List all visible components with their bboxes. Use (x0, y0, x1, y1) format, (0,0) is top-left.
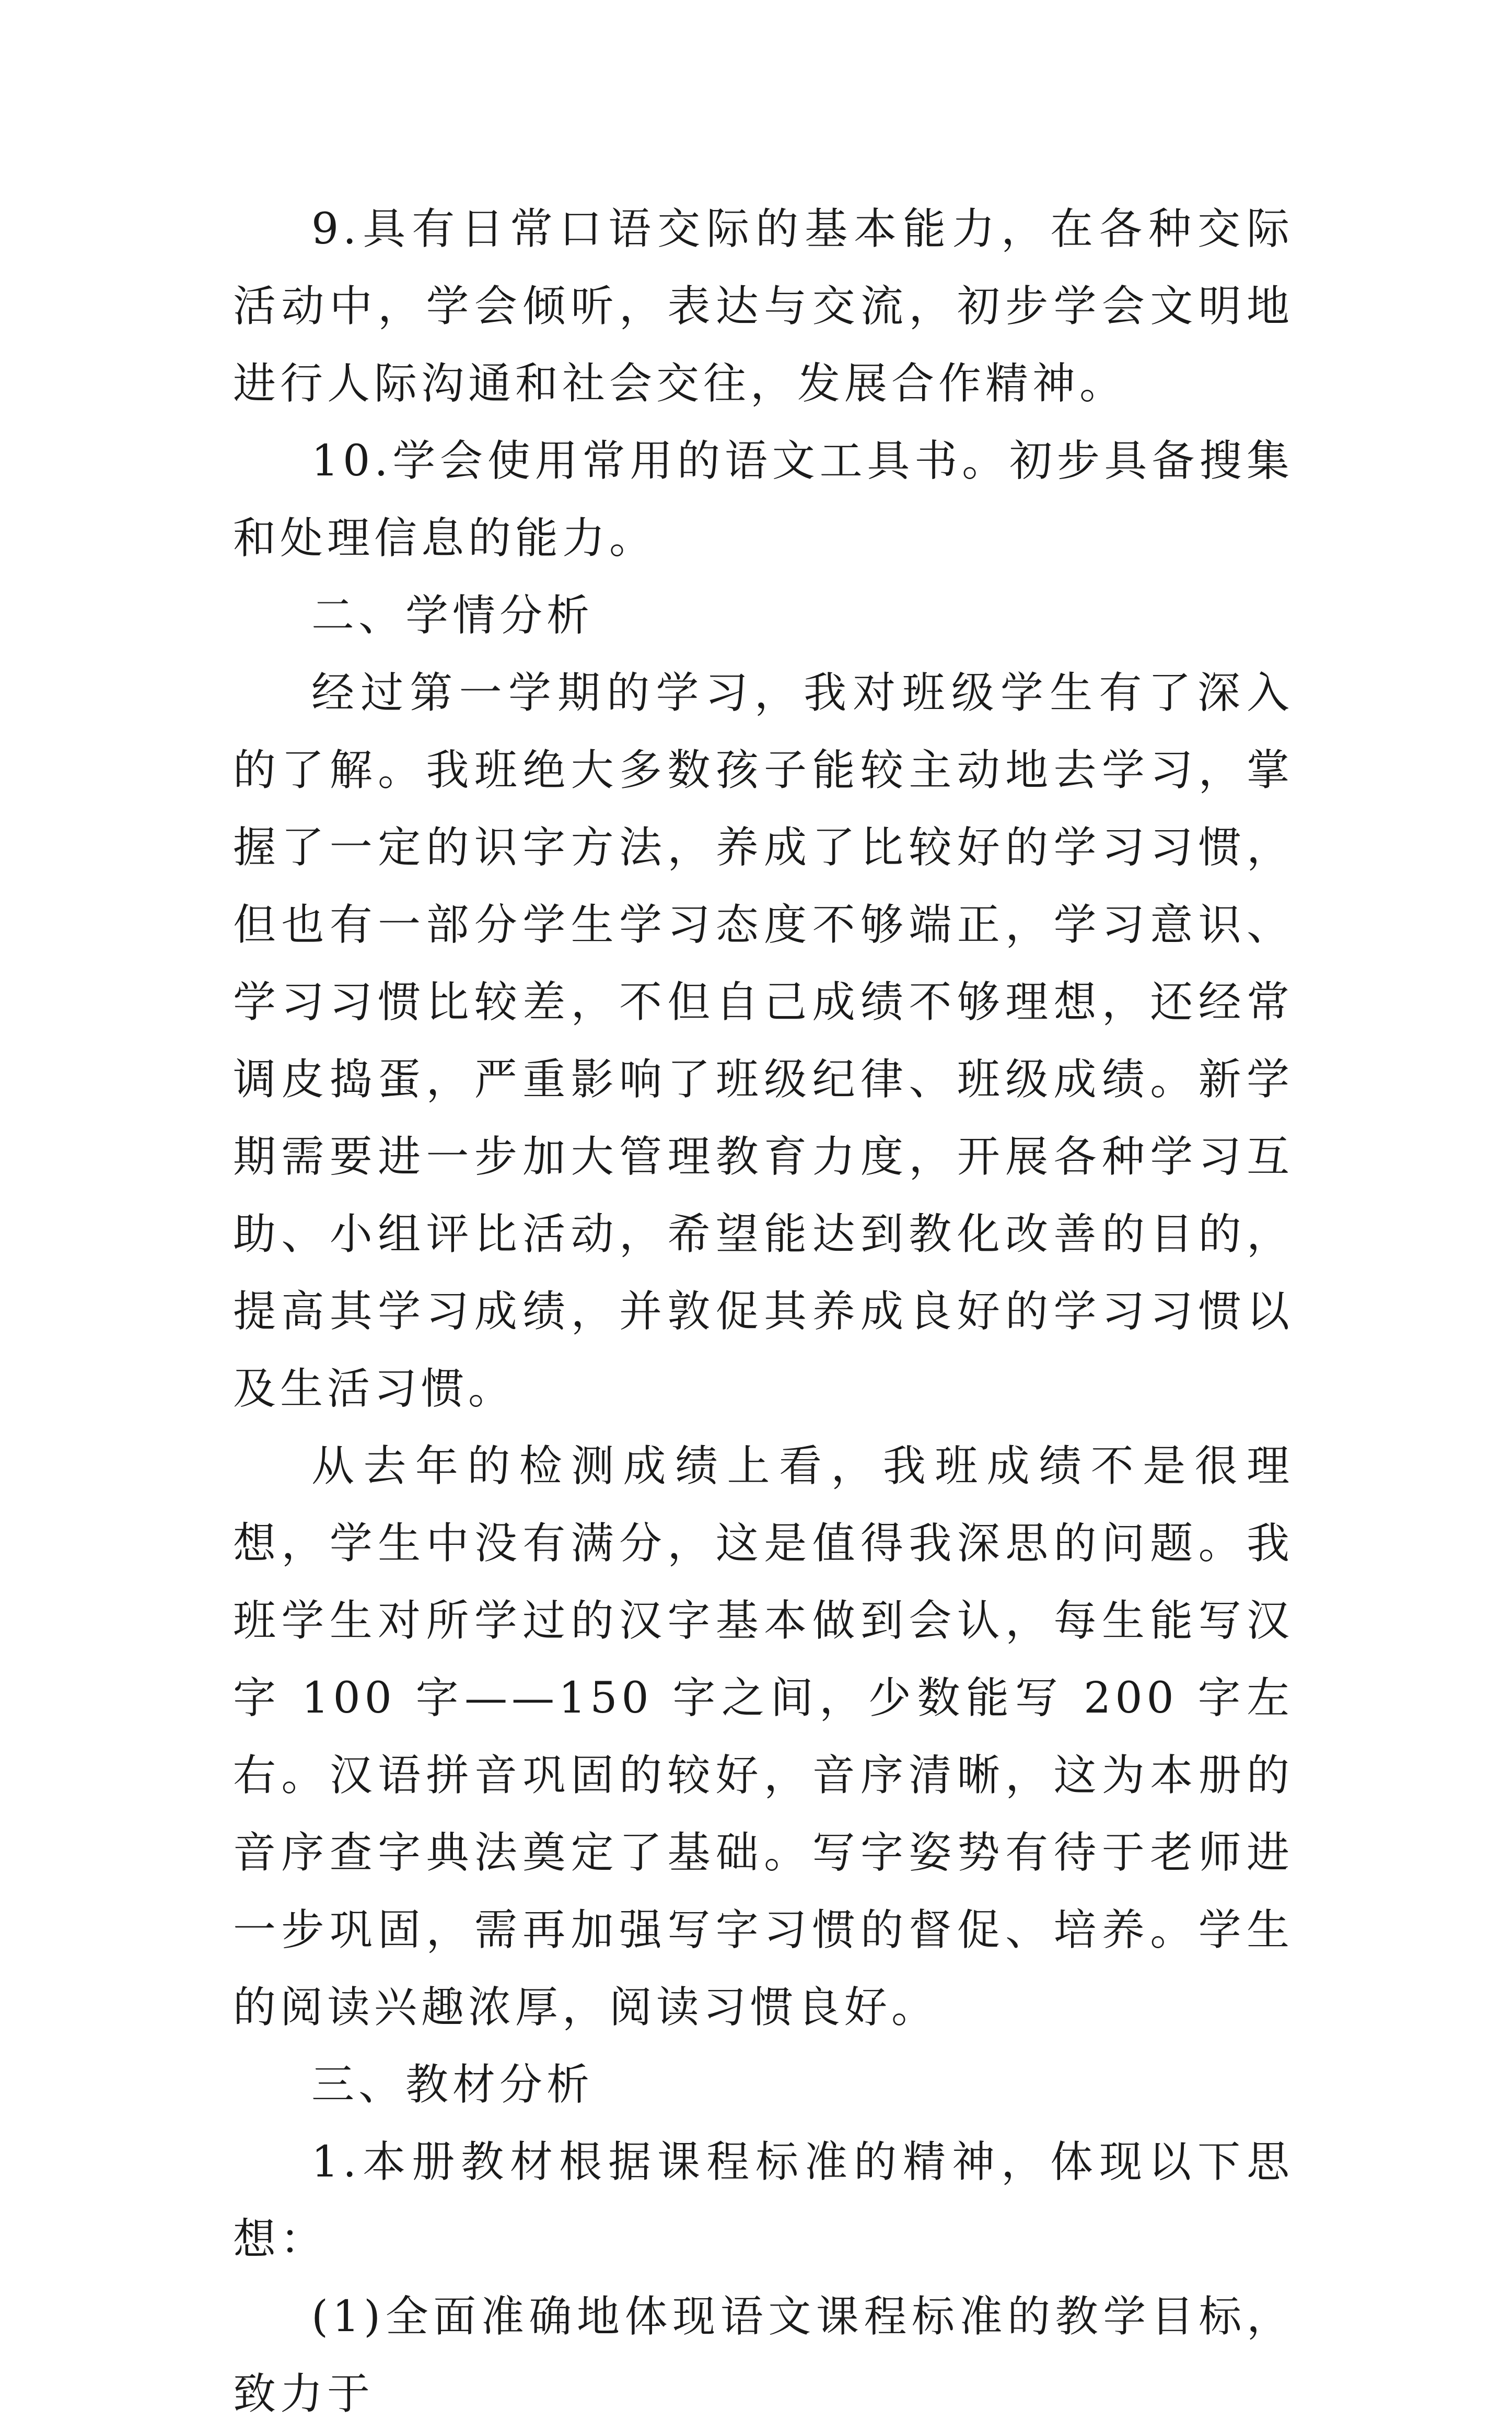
paragraph-goal-10: 10.学会使用常用的语文工具书。初步具备搜集和处理信息的能力。 (233, 436, 1294, 563)
section-heading-student-analysis: 二、学情分析 (311, 591, 594, 641)
paragraph-student-analysis-2: 从去年的检测成绩上看，我班成绩不是很理想，学生中没有满分，这是值得我深思的问题。我班学生对所学过的汉字基本做到会认，每生能写汉字 100 字——150 字之间，少数能写 200 字左右。汉语拼音巩固的较好，音序清晰，这为本册的音序查字典法奠定了基础。写字姿势有待于老师进一步巩固，需再加强写字习惯的督促、培养。学生的阅读兴趣浓厚，阅读习惯良好。 (233, 1441, 1294, 2032)
paragraph-student-analysis-1: 经过第一学期的学习，我对班级学生有了深入的了解。我班绝大多数孩子能较主动地去学习，掌握了一定的识字方法，养成了比较好的学习习惯，但也有一部分学生学习态度不够端正，学习意识、学习习惯比较差，不但自己成绩不够理想，还经常调皮捣蛋，严重影响了班级纪律、班级成绩。新学期需要进一步加大管理教育力度，开展各种学习互助、小组评比活动，希望能达到教化改善的目的，提高其学习成绩，并敦促其养成良好的学习习惯以及生活习惯。 (233, 668, 1294, 1414)
paragraph-goal-9: 9.具有日常口语交际的基本能力，在各种交际活动中，学会倾听，表达与交流，初步学会文明地进行人际沟通和社会交往，发展合作精神。 (233, 204, 1294, 409)
section-heading-textbook-analysis: 三、教材分析 (311, 2060, 594, 2110)
document-body (233, 191, 1294, 2433)
paragraph-textbook-point-1: 1.本册教材根据课程标准的精神，体现以下思想： (233, 2137, 1294, 2264)
paragraph-textbook-point-1-1: (1)全面准确地体现语文课程标准的教学目标，致力于 (233, 2292, 1294, 2419)
